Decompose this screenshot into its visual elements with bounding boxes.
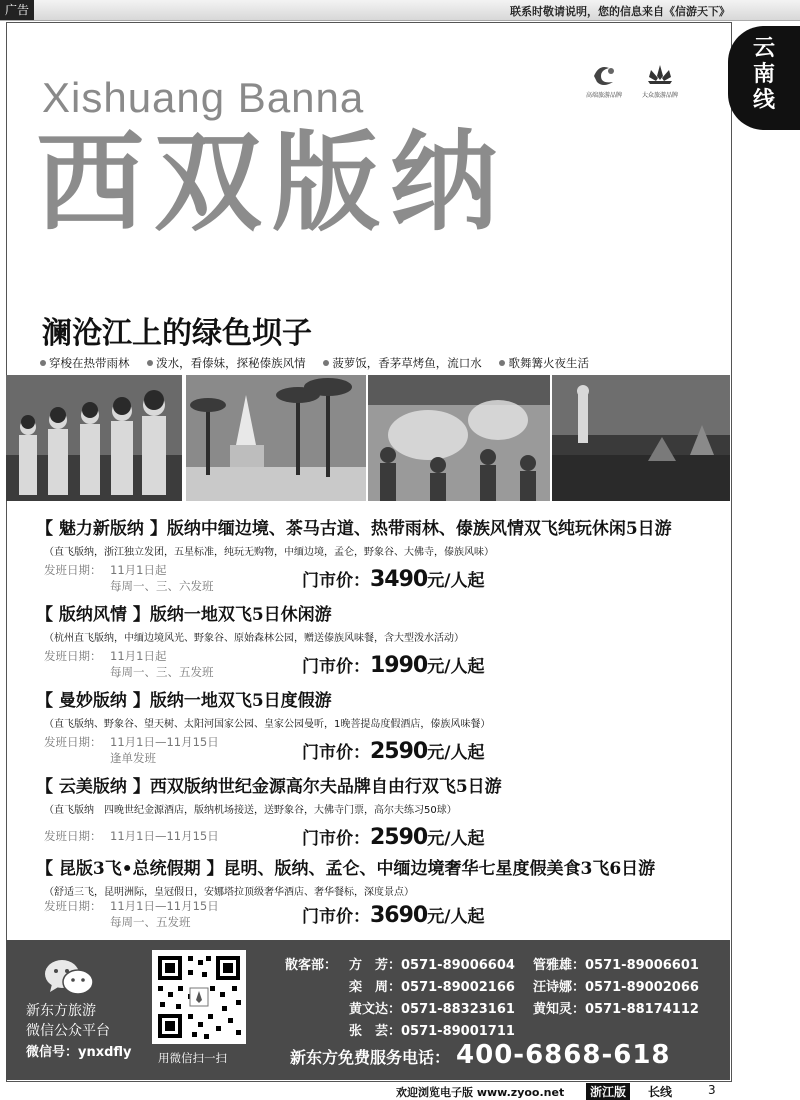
contact-entry: 黄文达：0571-88323161 [349, 1002, 515, 1017]
dancers-photo [6, 375, 182, 501]
chinese-title: 西双版纳 [36, 121, 509, 246]
tour-desc: （直飞版纳 四晚世纪金源酒店，版纳机场接送，送野象谷，大佛寺门票，高尔夫练习50球） [44, 805, 457, 816]
subtitle: 澜沧江上的绿色坝子 [42, 316, 312, 351]
departure-date: 11月1日—11月15日 [110, 735, 219, 749]
bullet-icon [147, 360, 153, 366]
brand-name: 新东方旅游 [26, 1003, 96, 1019]
tour-item [36, 854, 726, 934]
departure-label: 发班日期： [44, 899, 102, 913]
wechat-id: 微信号：ynxdfly [26, 1045, 132, 1060]
contact-entry: 方 芳：0571-89006604 [349, 958, 515, 973]
buddha-statue-photo [552, 375, 730, 501]
tour-item [36, 514, 726, 592]
tour-price: 门市价：1990元/人起 [302, 653, 485, 678]
top-notice: 联系时敬请说明，您的信息来自《信游天下》 [510, 5, 730, 18]
tour-price: 门市价：3490元/人起 [302, 567, 485, 592]
qr-code[interactable] [152, 950, 246, 1044]
website-note: 欢迎浏览电子版 www.zyoo.net [396, 1086, 565, 1099]
hotline-label: 新东方免费服务电话： [290, 1048, 451, 1067]
bullet-icon [323, 360, 329, 366]
region-tab-char: 线 [752, 88, 775, 113]
water-festival-photo [368, 375, 550, 501]
tour-title: 【 昆版3飞•总统假期 】昆明、版纳、孟仑、中缅边境奢华七星度假美食3飞6日游 [36, 859, 656, 879]
departure-label: 发班日期： [44, 563, 102, 577]
feature-list [40, 355, 603, 371]
tour-desc: （杭州直飞版纳，中缅边境风光、野象谷、原始森林公园，赠送傣族风味餐，含大型泼水活动） [44, 633, 464, 644]
yunmei-logo-icon [589, 62, 619, 88]
bullet-icon [499, 360, 505, 366]
wechat-icon [44, 958, 94, 998]
logo-caption: 高端旅游品牌 [585, 92, 622, 99]
photo-strip [6, 375, 730, 501]
departure-label: 发班日期： [44, 649, 102, 663]
contact-entry: 管雅雄：0571-89006601 [533, 958, 699, 973]
departure-label: 发班日期： [44, 735, 102, 749]
contact-entry: 张 芸：0571-89001711 [349, 1024, 515, 1039]
departure-date: 11月1日—11月15日 [110, 899, 219, 913]
feature-item: 菠萝饭，香茅草烤鱼，流口水 [323, 356, 482, 370]
feature-item: 穿梭在热带雨林 [40, 356, 130, 370]
price-value: 3490 [370, 567, 428, 592]
qr-caption: 用微信扫一扫 [158, 1051, 227, 1065]
tour-title: 【 云美版纳 】西双版纳世纪金源高尔夫品牌自由行双飞5日游 [36, 777, 502, 797]
price-value: 3690 [370, 903, 428, 928]
departure-frequency: 每周一、五发班 [110, 915, 191, 929]
department-label: 散客部： [285, 958, 338, 973]
tour-desc: （舒适三飞，昆明洲际，皇冠假日，安娜塔拉顶级奢华酒店、奢华餐标，深度景点） [44, 887, 414, 898]
tour-title: 【 魅力新版纳 】版纳中缅边境、茶马古道、热带雨林、傣族风情双飞纯玩休闲5日游 [36, 519, 672, 539]
price-value: 2590 [370, 739, 428, 764]
tour-title: 【 版纳风情 】版纳一地双飞5日休闲游 [36, 605, 332, 625]
brand-logos [580, 62, 690, 114]
section-name: 长线 [648, 1085, 673, 1099]
departure-date: 11月1日—11月15日 [110, 829, 219, 843]
edition-badge: 浙江版 [586, 1083, 630, 1100]
price-value: 1990 [370, 653, 428, 678]
region-tab-char: 南 [752, 62, 775, 87]
tour-item [36, 686, 726, 764]
departure-date: 11月1日起 [110, 649, 167, 663]
lotus-icon [645, 62, 675, 88]
wechat-platform-label: 微信公众平台 [26, 1023, 110, 1039]
contact-entry: 黄知灵：0571-88174112 [533, 1002, 699, 1017]
feature-item: 歌舞篝火夜生活 [499, 356, 589, 370]
tour-desc: （直飞版纳、野象谷、望天树、太阳河国家公园、皇家公园曼听，1晚菩提岛度假酒店，傣族风味餐） [44, 719, 491, 730]
departure-frequency: 逢单发班 [110, 751, 156, 765]
new-orient-logo [636, 62, 684, 99]
temple-photo [186, 375, 366, 501]
bullet-icon [40, 360, 46, 366]
tour-price: 门市价：2590元/人起 [302, 739, 485, 764]
price-value: 2590 [370, 825, 428, 850]
ad-label: 广告 [0, 0, 34, 20]
departure-date: 11月1日起 [110, 563, 167, 577]
tour-item [36, 772, 726, 850]
departure-label: 发班日期： [44, 829, 102, 843]
hotline [290, 1040, 671, 1070]
feature-item: 泼水，看傣妹，探秘傣族风情 [147, 356, 306, 370]
yunmei-logo [580, 62, 628, 99]
tour-price: 门市价：2590元/人起 [302, 825, 485, 850]
page-number: 3 [708, 1083, 716, 1097]
tour-desc: （直飞版纳，浙江独立发团，五星标准，纯玩无购物，中缅边境，孟仑，野象谷、大佛寺，傣族风味） [44, 547, 494, 558]
tour-price: 门市价：3690元/人起 [302, 903, 485, 928]
logo-caption: 大众旅游品牌 [641, 92, 678, 99]
english-title: Xishuang Banna [42, 74, 365, 121]
region-tab-char: 云 [752, 36, 775, 61]
departure-frequency: 每周一、三、五发班 [110, 665, 214, 679]
contact-entry: 栾 周：0571-89002166 [349, 980, 515, 995]
tour-item [36, 600, 726, 678]
tour-title: 【 曼妙版纳 】版纳一地双飞5日度假游 [36, 691, 332, 711]
region-tab [728, 26, 800, 130]
departure-frequency: 每周一、三、六发班 [110, 579, 214, 593]
hotline-number: 400-6868-618 [456, 1040, 671, 1070]
contact-entry: 汪诗娜：0571-89002066 [533, 980, 699, 995]
